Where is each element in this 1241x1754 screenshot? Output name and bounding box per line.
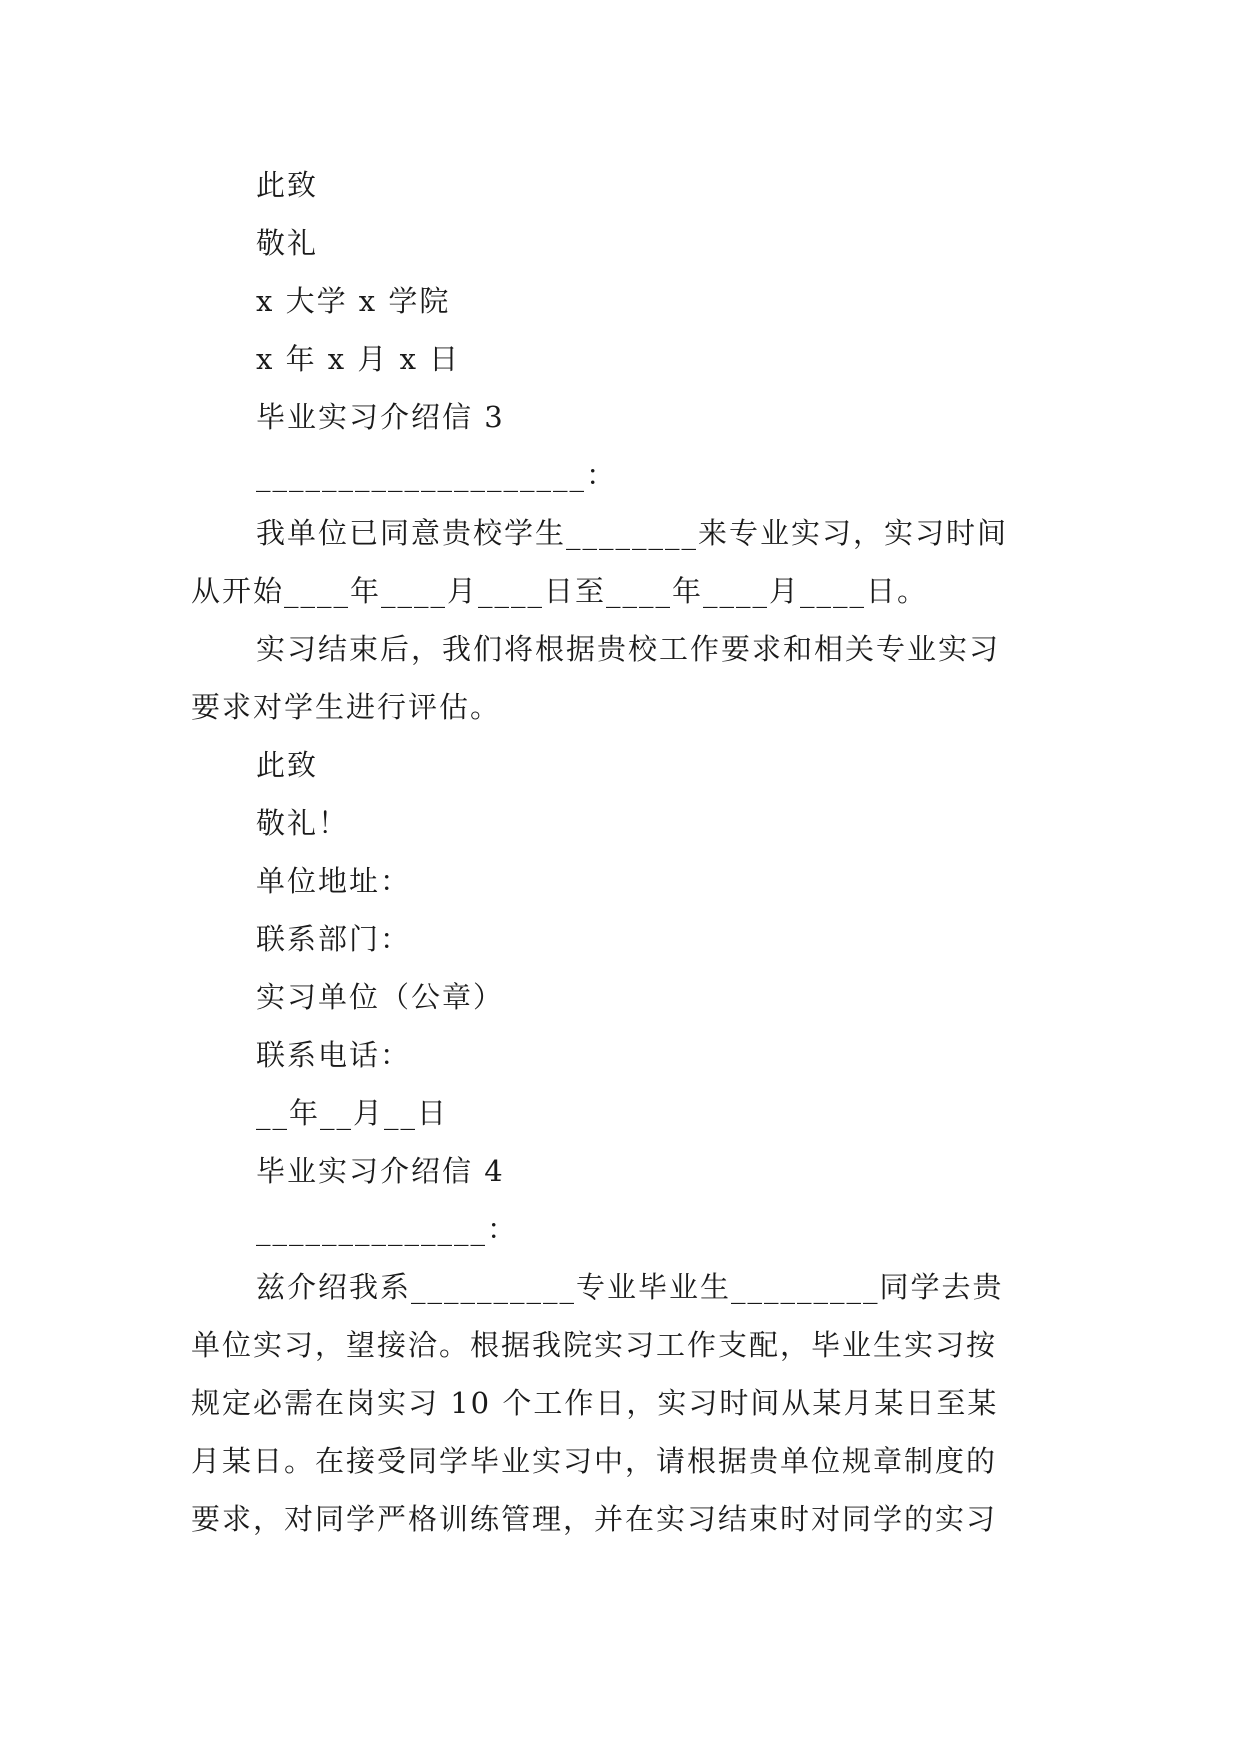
body-text: 从开始____年____月____日至____年____月____日。 — [191, 574, 929, 608]
field-date: __年__月__日 — [256, 1096, 449, 1130]
body-text: 实习结束后，我们将根据贵校工作要求和相关专业实习 — [256, 632, 1001, 666]
recipient-blank: ______________： — [256, 1212, 519, 1246]
body-text: 规定必需在岗实习 10 个工作日，实习时间从某月某日至某 — [191, 1386, 999, 1420]
body-text: 单位实习，望接洽。根据我院实习工作支配，毕业生实习按 — [191, 1328, 998, 1362]
closing-salutation: 此致 — [256, 168, 319, 202]
body-text: 月某日。在接受同学毕业实习中，请根据贵单位规章制度的 — [191, 1444, 998, 1478]
field-phone: 联系电话： — [256, 1038, 412, 1072]
body-text: 兹介绍我系__________专业毕业生_________同学去贵 — [256, 1270, 1004, 1304]
body-text: 我单位已同意贵校学生________来专业实习，实习时间 — [256, 516, 1009, 550]
closing-regards: 敬礼！ — [256, 806, 350, 840]
letter-heading: 毕业实习介绍信 3 — [256, 400, 505, 434]
field-address: 单位地址： — [256, 864, 412, 898]
issuer-name: x 大学 x 学院 — [256, 284, 451, 318]
closing-salutation: 此致 — [256, 748, 319, 782]
letter-heading: 毕业实习介绍信 4 — [256, 1154, 505, 1188]
body-text: 要求对学生进行评估。 — [191, 690, 502, 724]
body-text: 要求，对同学严格训练管理，并在实习结束时对同学的实习 — [191, 1502, 998, 1536]
field-seal: 实习单位（公章） — [256, 980, 505, 1014]
recipient-blank: ____________________： — [256, 458, 618, 492]
closing-regards: 敬礼 — [256, 226, 319, 260]
field-department: 联系部门： — [256, 922, 412, 956]
issue-date: x 年 x 月 x 日 — [256, 342, 461, 376]
